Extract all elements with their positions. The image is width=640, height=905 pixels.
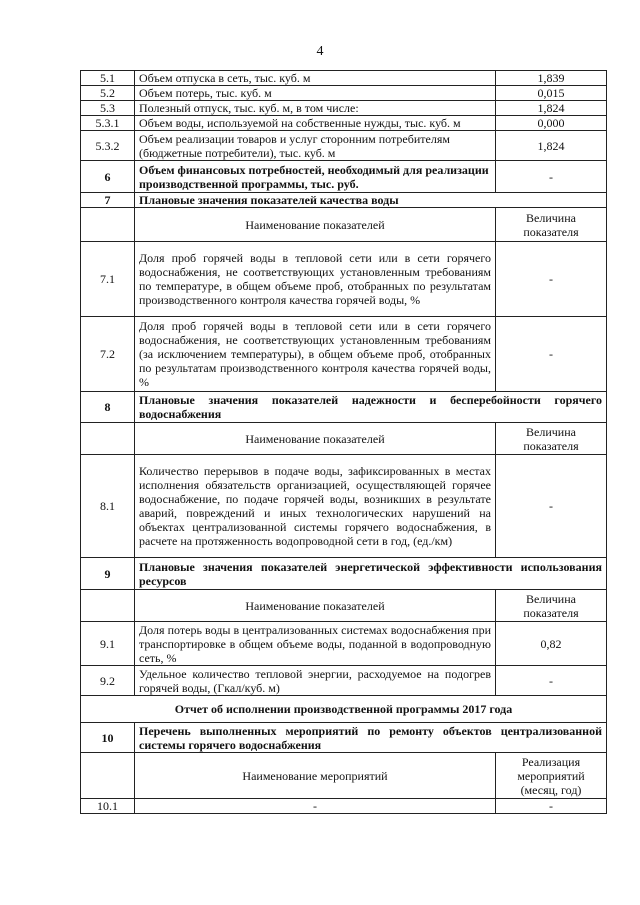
row-value: - xyxy=(496,455,607,558)
column-header-row xyxy=(81,423,607,455)
section-7-header xyxy=(81,193,607,208)
row-text: Доля проб горячей воды в тепловой сети или в сети горячего водоснабжения, не соответствующих установленным требованиям по температуре, в общем объеме проб, отобранных по результатам производственного контроля качества горячей воды, % xyxy=(135,242,496,317)
row-value: 1,824 xyxy=(496,101,607,116)
section-title: Плановые значения показателей качества воды xyxy=(135,193,607,208)
row-value: - xyxy=(496,666,607,696)
row-text: Объем отпуска в сеть, тыс. куб. м xyxy=(135,71,496,86)
table-row xyxy=(81,242,607,317)
column-header-row xyxy=(81,753,607,799)
column-header-row xyxy=(81,590,607,622)
column-header-value: Величина показателя xyxy=(496,423,607,455)
column-header-value: Величина показателя xyxy=(496,208,607,242)
production-program-table xyxy=(80,70,607,814)
table-row xyxy=(81,86,607,101)
section-8-header xyxy=(81,392,607,423)
table-row xyxy=(81,71,607,86)
row-number: 5.3.2 xyxy=(81,131,135,161)
section-6-row xyxy=(81,161,607,193)
row-text: Количество перерывов в подаче воды, зафиксированных в местах исполнения обязательств организацией, осуществляющей горячее водоснабжение, по подаче горячей воды, возникших в результате аварий, повреждений и иных технологических нарушений на объектах централизованной системы горячего водоснабжения, в расчете на протяженность водопроводной сети в год, (ед./км) xyxy=(135,455,496,558)
table-row xyxy=(81,317,607,392)
column-header-row xyxy=(81,208,607,242)
row-number: 5.1 xyxy=(81,71,135,86)
row-number: 9.1 xyxy=(81,622,135,666)
row-number: 5.3 xyxy=(81,101,135,116)
empty-cell xyxy=(81,423,135,455)
table-row xyxy=(81,101,607,116)
row-value: 0,82 xyxy=(496,622,607,666)
column-header-name: Наименование показателей xyxy=(135,590,496,622)
row-value: - xyxy=(496,317,607,392)
row-value: 1,839 xyxy=(496,71,607,86)
table-row xyxy=(81,622,607,666)
table-row xyxy=(81,799,607,814)
section-number: 6 xyxy=(81,161,135,193)
section-number: 8 xyxy=(81,392,135,423)
row-text: - xyxy=(135,799,496,814)
row-value: 0,015 xyxy=(496,86,607,101)
page-number: 4 xyxy=(316,44,324,59)
section-title: Плановые значения показателей энергетической эффективности использования ресурсов xyxy=(135,558,607,590)
row-number: 9.2 xyxy=(81,666,135,696)
row-number: 8.1 xyxy=(81,455,135,558)
row-value: - xyxy=(496,799,607,814)
empty-cell xyxy=(81,753,135,799)
section-number: 10 xyxy=(81,723,135,753)
table-row xyxy=(81,666,607,696)
row-text: Объем воды, используемой на собственные нужды, тыс. куб. м xyxy=(135,116,496,131)
column-header-name: Наименование показателей xyxy=(135,423,496,455)
column-header-name: Наименование мероприятий xyxy=(135,753,496,799)
empty-cell xyxy=(81,590,135,622)
report-title-row xyxy=(81,696,607,723)
section-title: Перечень выполненных мероприятий по ремонту объектов централизованной системы горячего водоснабжения xyxy=(135,723,607,753)
row-text: Доля проб горячей воды в тепловой сети или в сети горячего водоснабжения, не соответствующих установленным требованиям (за исключением температуры), в общем объеме проб, отобранных по результатам производственного контроля качества горячей воды, % xyxy=(135,317,496,392)
row-value: 0,000 xyxy=(496,116,607,131)
row-number: 5.2 xyxy=(81,86,135,101)
row-text: Доля потерь воды в централизованных системах водоснабжения при транспортировке в общем объеме воды, поданной в водопроводную сеть, % xyxy=(135,622,496,666)
row-text: Объем потерь, тыс. куб. м xyxy=(135,86,496,101)
row-value: 1,824 xyxy=(496,131,607,161)
row-text: Удельное количество тепловой энергии, расходуемое на подогрев горячей воды, (Гкал/куб. м) xyxy=(135,666,496,696)
row-number: 5.3.1 xyxy=(81,116,135,131)
row-number: 10.1 xyxy=(81,799,135,814)
section-10-header xyxy=(81,723,607,753)
empty-cell xyxy=(81,208,135,242)
section-value: - xyxy=(496,161,607,193)
column-header-value: Величина показателя xyxy=(496,590,607,622)
section-number: 7 xyxy=(81,193,135,208)
row-text: Объем реализации товаров и услуг сторонним потребителям (бюджетные потребители), тыс. куб. м xyxy=(135,131,496,161)
table-row xyxy=(81,116,607,131)
table-row xyxy=(81,131,607,161)
row-text: Полезный отпуск, тыс. куб. м, в том числе: xyxy=(135,101,496,116)
section-title: Плановые значения показателей надежности и бесперебойности горячего водоснабжения xyxy=(135,392,607,423)
section-number: 9 xyxy=(81,558,135,590)
column-header-name: Наименование показателей xyxy=(135,208,496,242)
column-header-value: Реализация мероприятий (месяц, год) xyxy=(496,753,607,799)
report-title: Отчет об исполнении производственной программы 2017 года xyxy=(81,696,607,723)
section-text: Объем финансовых потребностей, необходимый для реализации производственной программы, тыс. руб. xyxy=(135,161,496,193)
section-9-header xyxy=(81,558,607,590)
row-number: 7.2 xyxy=(81,317,135,392)
table-row xyxy=(81,455,607,558)
row-number: 7.1 xyxy=(81,242,135,317)
row-value: - xyxy=(496,242,607,317)
